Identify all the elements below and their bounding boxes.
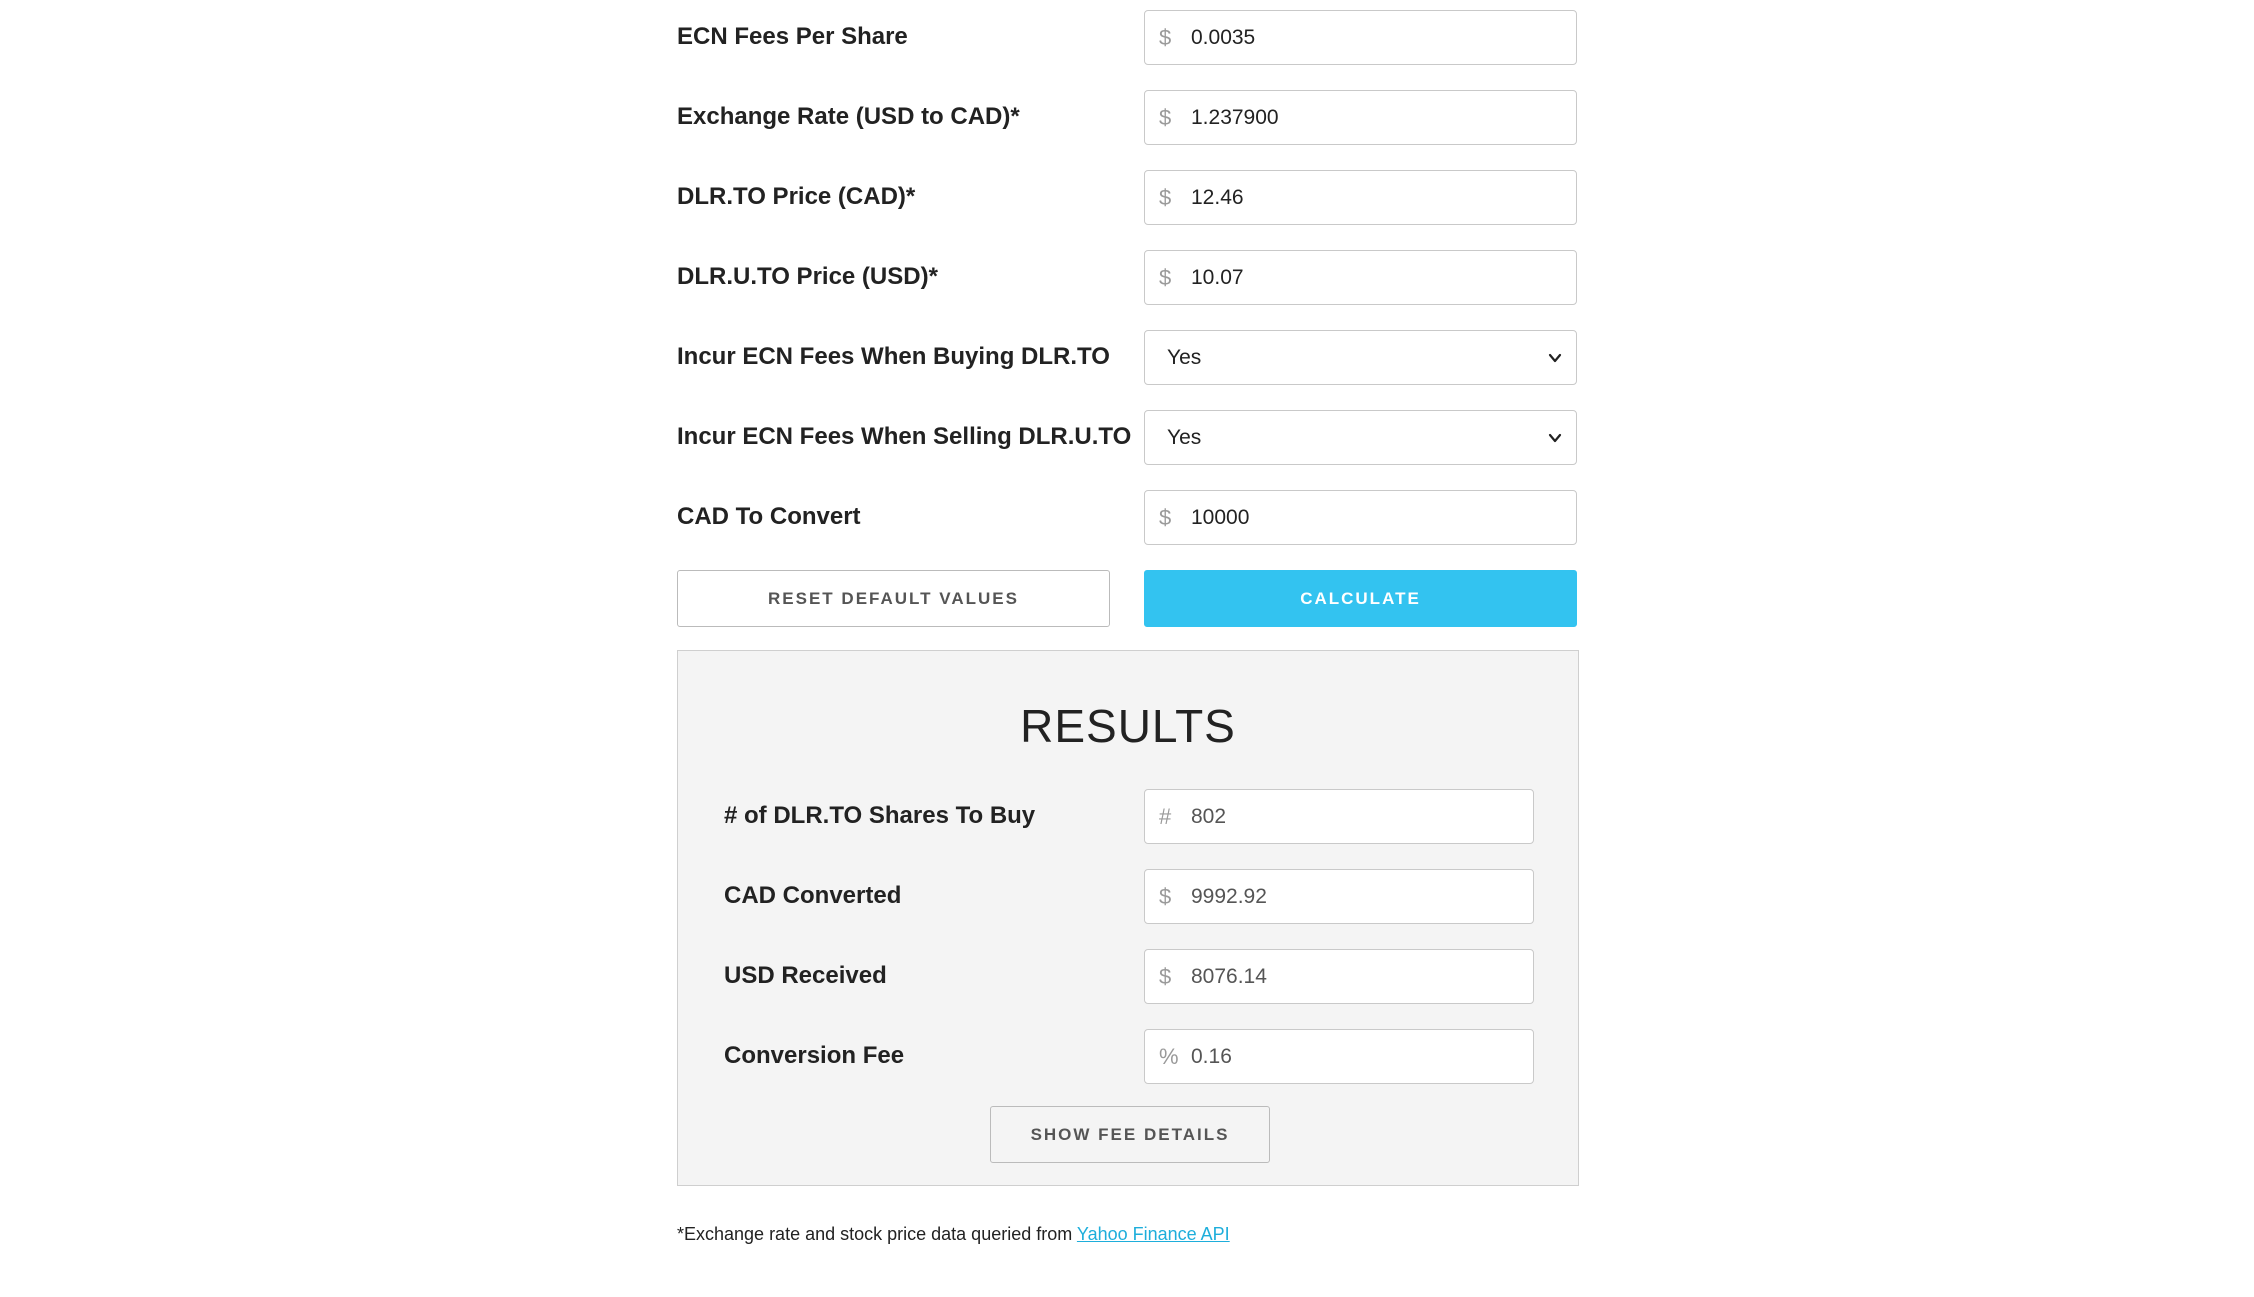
ecn-fees-field[interactable]: [1144, 10, 1577, 65]
ecn-buying-selected-value: Yes: [1167, 346, 1202, 369]
hash-icon: #: [1159, 804, 1172, 829]
cad-to-convert-row: [677, 490, 1579, 547]
dollar-sign-icon: $: [1159, 884, 1172, 909]
cad-to-convert-field[interactable]: [1144, 490, 1577, 545]
dollar-sign-icon: $: [1159, 505, 1172, 530]
dollar-sign-icon: $: [1159, 185, 1172, 210]
yahoo-finance-api-link[interactable]: Yahoo Finance API: [1076, 1224, 1230, 1244]
ecn-fees-label: ECN Fees Per Share: [677, 23, 908, 50]
shares-to-buy-field: [1144, 789, 1534, 844]
conversion-fee-label: Conversion Fee: [724, 1042, 905, 1069]
ecn-buying-row: [677, 330, 1579, 387]
usd-received-field: [1144, 949, 1534, 1004]
show-fee-details-button[interactable]: SHOW FEE DETAILS: [990, 1106, 1270, 1163]
dlr-u-to-price-input[interactable]: [1191, 251, 1566, 304]
usd-received-output[interactable]: [1191, 950, 1523, 1003]
results-title: RESULTS: [1020, 700, 1236, 752]
dlr-to-price-input[interactable]: [1191, 171, 1566, 224]
dlr-to-price-label: DLR.TO Price (CAD)*: [677, 183, 916, 210]
ecn-buying-label: Incur ECN Fees When Buying DLR.TO: [677, 343, 1110, 370]
dlr-u-to-price-label: DLR.U.TO Price (USD)*: [677, 263, 938, 290]
percent-icon: %: [1159, 1044, 1179, 1069]
ecn-selling-label: Incur ECN Fees When Selling DLR.U.TO: [677, 423, 1132, 450]
conversion-fee-field: [1144, 1029, 1534, 1084]
usd-received-row: [724, 949, 1534, 1006]
footnote-text: *Exchange rate and stock price data queried from: [677, 1224, 1077, 1244]
chevron-down-icon: [1548, 431, 1562, 445]
cad-to-convert-label: CAD To Convert: [677, 503, 861, 530]
action-buttons: [677, 570, 1579, 627]
exchange-rate-field[interactable]: [1144, 90, 1577, 145]
dlr-to-price-row: [677, 170, 1579, 227]
dlr-u-to-price-field[interactable]: [1144, 250, 1577, 305]
exchange-rate-row: [677, 90, 1579, 147]
dollar-sign-icon: $: [1159, 105, 1172, 130]
ecn-fees-row: [677, 10, 1579, 67]
chevron-down-icon: [1548, 351, 1562, 365]
conversion-fee-row: [724, 1029, 1534, 1086]
cad-to-convert-input[interactable]: [1191, 491, 1566, 544]
conversion-fee-output[interactable]: [1191, 1030, 1523, 1083]
usd-received-label: USD Received: [724, 962, 887, 989]
cad-converted-label: CAD Converted: [724, 882, 902, 909]
cad-converted-field: [1144, 869, 1534, 924]
ecn-selling-selected-value: Yes: [1167, 426, 1202, 449]
dollar-sign-icon: $: [1159, 25, 1172, 50]
exchange-rate-label: Exchange Rate (USD to CAD)*: [677, 103, 1020, 130]
ecn-fees-input[interactable]: [1191, 11, 1566, 64]
ecn-selling-select[interactable]: [1144, 410, 1577, 465]
dollar-sign-icon: $: [1159, 964, 1172, 989]
ecn-selling-row: [677, 410, 1579, 467]
dlr-u-to-price-row: [677, 250, 1579, 307]
results-panel: [677, 650, 1579, 1186]
shares-to-buy-row: [724, 789, 1534, 846]
shares-to-buy-label: # of DLR.TO Shares To Buy: [724, 802, 1036, 829]
dollar-sign-icon: $: [1159, 265, 1172, 290]
cad-converted-output[interactable]: [1191, 870, 1523, 923]
shares-to-buy-output[interactable]: [1191, 790, 1523, 843]
exchange-rate-input[interactable]: [1191, 91, 1566, 144]
cad-converted-row: [724, 869, 1534, 926]
calculate-button[interactable]: CALCULATE: [1144, 570, 1577, 627]
data-source-footnote: [677, 1224, 1230, 1245]
reset-default-values-button[interactable]: RESET DEFAULT VALUES: [677, 570, 1110, 627]
dlr-to-price-field[interactable]: [1144, 170, 1577, 225]
ecn-buying-select[interactable]: [1144, 330, 1577, 385]
calculator-form: [677, 10, 1579, 1186]
